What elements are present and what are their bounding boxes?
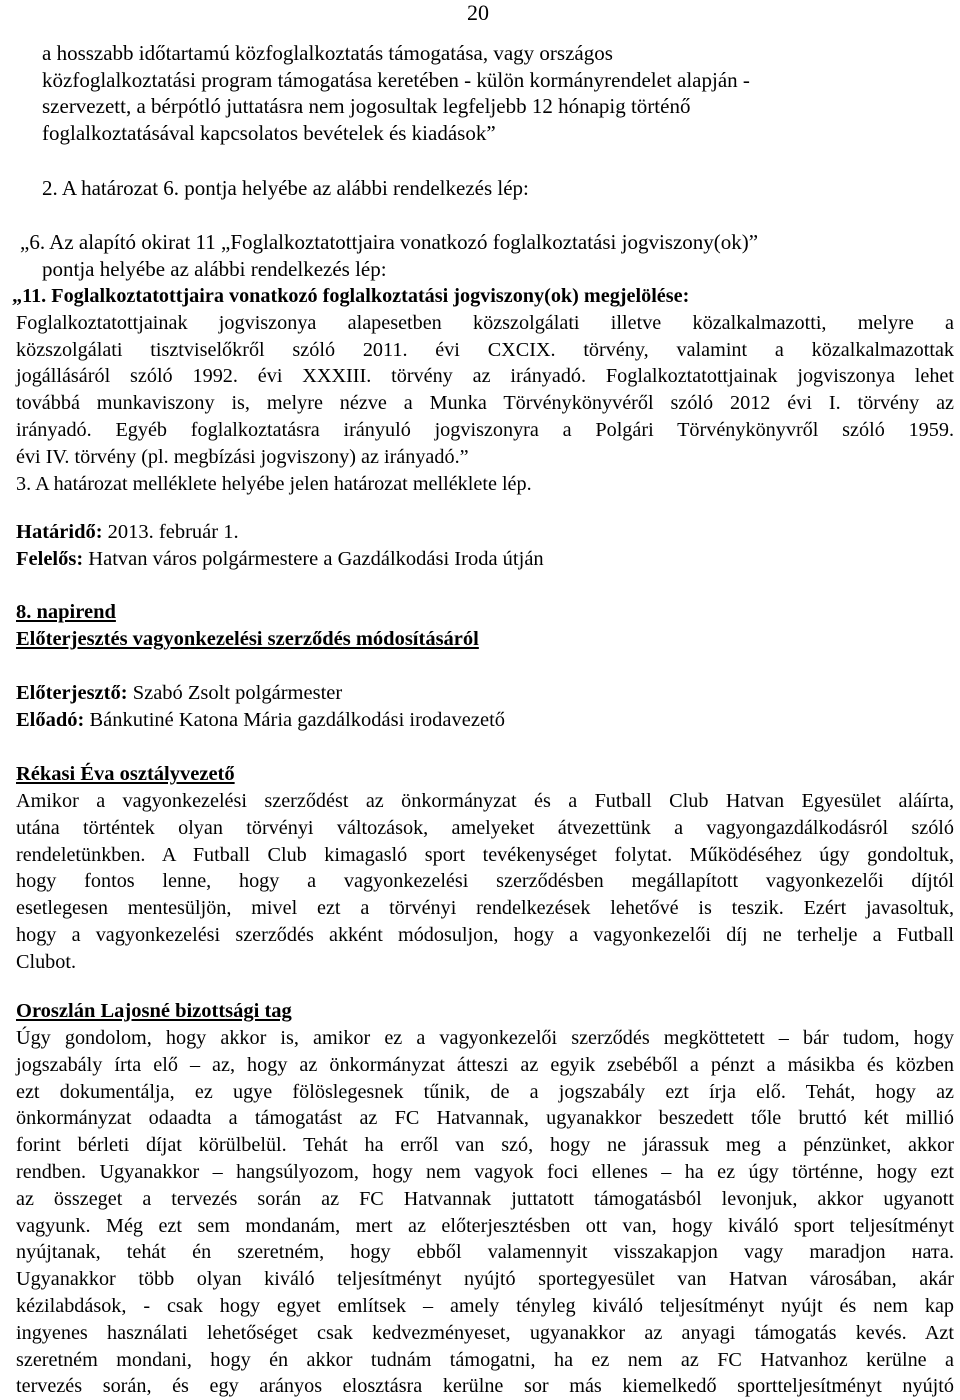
- speech-2-line: rendben. Ugyanakkor – hangsúlyozom, hogy nem vagyok foci ellenes – ha ez úgy történne, hogy ezt: [16, 1160, 954, 1183]
- speech-1-line: utána történtek olyan törvényi változások, amelyeket átvezettünk a vagyongazdálkodásról szóló: [16, 816, 954, 839]
- quote-6-line: pontja helyébe az alábbi rendelkezés lép:: [42, 256, 387, 281]
- speech-2-line: vagyunk. Még ezt sem mondanám, mert az előterjesztésben ott van, hogy kiváló sport teljesítményt: [16, 1214, 954, 1237]
- speech-1-line: esetlegesen mentesüljön, mivel ezt a törvényi rendelkezések lehetővé is teszik. Ezért javasoltuk,: [16, 897, 954, 920]
- presenter-value: Szabó Zsolt polgármester: [127, 682, 343, 704]
- speaker-label: Előadó:: [16, 709, 85, 731]
- intro-line: foglalkoztatásával kapcsolatos bevételek és kiadások”: [42, 120, 496, 145]
- quote-11-line: irányadó. Egyéb foglalkoztatásra irányuló jogviszonyra a Polgári Törvénykönyvről szóló 1959.: [16, 418, 954, 441]
- speech-1-line: rendeletünkben. A Futball Club kimagasló sport tevékenységet folytat. Működéséhez úgy gondoltuk,: [16, 843, 954, 866]
- quote-11-heading: „11. Foglalkoztatottjaira vonatkozó foglalkoztatási jogviszony(ok) megjelölése:: [12, 285, 690, 307]
- speaker-info: [16, 707, 505, 733]
- speech-2-line: jogszabály írta elő – az, hogy az önkormányzat átteszi az egyik zsebéből a pénzt a másikba és közben: [16, 1053, 954, 1076]
- speech-2-line: ezt dokumentálja, ez ugye fölöslegesnek tűnik, de a jogszabály ezt írja elő. Tehát, hogy az: [16, 1080, 954, 1103]
- quote-11-line: jogállásáról szóló 1992. évi XXXIII. törvény az irányadó. Foglalkoztatottjainak jogviszonya lehet: [16, 365, 954, 388]
- speech-2-line: Úgy gondolom, hogy akkor is, amikor ez a vagyonkezelői szerződés megköttetett – bár tudom, hogy: [16, 1027, 954, 1049]
- speech-2-line: forint bérleti díjat körülbelül. Tehát ha erről van szó, hogy ne járassuk meg a pénzünket, akkor: [16, 1134, 954, 1157]
- speech-2-line: az összeget a tervezés során az FC Hatvannak juttatott támogatásból levonjuk, akkor ugyanott: [16, 1187, 954, 1210]
- page-number: 20: [467, 0, 489, 25]
- responsible-value: Hatvan város polgármestere a Gazdálkodási Iroda útján: [83, 548, 544, 570]
- quote-6: [20, 229, 938, 282]
- deadline-label: Határidő:: [16, 521, 103, 543]
- point-3: 3. A határozat melléklete helyébe jelen határozat melléklete lép.: [16, 472, 532, 495]
- quote-11: [12, 283, 954, 497]
- presenter: [16, 680, 342, 706]
- speech-2-line: szeretném mondani, hogy én akkor tudnám támogatni, ha ez nem az FC Hatvanhoz kerülne a: [16, 1348, 954, 1371]
- agenda-title: Előterjesztés vagyonkezelési szerződés módosításáról: [16, 628, 479, 650]
- point-2: [42, 175, 942, 202]
- intro-line: közfoglalkoztatási program támogatása keretében - külön kormányrendelet alapján -: [42, 67, 750, 92]
- deadline-value: 2013. február 1.: [102, 521, 239, 543]
- responsible: [16, 546, 544, 572]
- intro-line: szervezett, a bérpótló juttatásra nem jogosultak legfeljebb 12 hónapig történő: [42, 94, 691, 118]
- speaker-value: Bánkutiné Katona Mária gazdálkodási irodavezető: [84, 709, 506, 731]
- speech-2-line: nyújtanak, tehát én szeretném, hogy ebből valamennyit visszakapjon vagy maradjon ната.: [16, 1241, 954, 1264]
- speech-1-line: Amikor a vagyonkezelési szerződést az önkormányzat és a Futball Club Hatvan Egyesület aláírta,: [16, 790, 954, 812]
- intro-line: a hosszabb időtartamú közfoglalkoztatás támogatása, vagy országos: [42, 41, 613, 65]
- agenda-number: 8. napirend: [16, 601, 116, 623]
- speech-2-line: önkormányzat odaadta a támogatást az FC Hatvannak, ugyanakkor beszedett tőle bruttó két millió: [16, 1107, 954, 1130]
- speech-1-text: [16, 788, 954, 976]
- speech-2-line: Ugyanakkor több olyan kiváló teljesítményt nyújtó sportegyesület van Hatvan városában, akár: [16, 1268, 954, 1291]
- speech-2-speaker: Oroszlán Lajosné bizottsági tag: [16, 1000, 292, 1022]
- speech-1-line: hogy fontos lenne, hogy a vagyonkezelési szerződésben megállapított vagyonkezelői díjtól: [16, 870, 954, 893]
- quote-11-line: Foglalkoztatottjainak jogviszonya alapesetben közszolgálati illetve közalkalmazotti, melyre a: [16, 311, 954, 334]
- quote-6-line: „6. Az alapító okirat 11 „Foglalkoztatottjaira vonatkozó foglalkoztatási jogviszony(ok)”: [20, 230, 759, 254]
- quote-11-line: közszolgálati tisztviselőkről szóló 2011. évi CXCIX. törvény, valamint a közalkalmazottak: [16, 338, 954, 361]
- deadline: [16, 519, 239, 545]
- quote-11-line: továbbá munkaviszony is, melyre nézve a Munka Törvénykönyvéről szóló 2012 évi I. törvény az: [16, 392, 954, 415]
- speech-1-line: Clubot.: [16, 950, 77, 973]
- presenter-label: Előterjesztő:: [16, 682, 128, 704]
- responsible-label: Felelős:: [16, 548, 84, 570]
- speech-2-line: ingyenes használati lehetőséget csak kedvezményeset, ugyanakkor az anyagi támogatás kevés. Azt: [16, 1321, 954, 1344]
- speech-2-line: tervezés során, és egy arányos elosztásra kerülne sor más kiemelkedő sportteljesítményt nyújtó: [16, 1375, 954, 1398]
- speech-2-text: [16, 1025, 954, 1400]
- intro-paragraph: [42, 40, 942, 146]
- speech-2-line: kézilabdások, - csak hogy egyet említsek – amely tényleg kiváló teljesítményt nyújt és nem kap: [16, 1294, 954, 1317]
- speech-1-speaker: Rékasi Éva osztályvezető: [16, 763, 235, 785]
- speech-1-line: hogy a vagyonkezelési szerződés akként módosuljon, hogy a vagyonkezelői díj ne terhelje a Futball: [16, 923, 954, 946]
- point-2-text: 2. A határozat 6. pontja helyébe az alábbi rendelkezés lép:: [42, 176, 529, 200]
- quote-11-line: évi IV. törvény (pl. megbízási jogviszony) az irányadó.”: [16, 445, 469, 468]
